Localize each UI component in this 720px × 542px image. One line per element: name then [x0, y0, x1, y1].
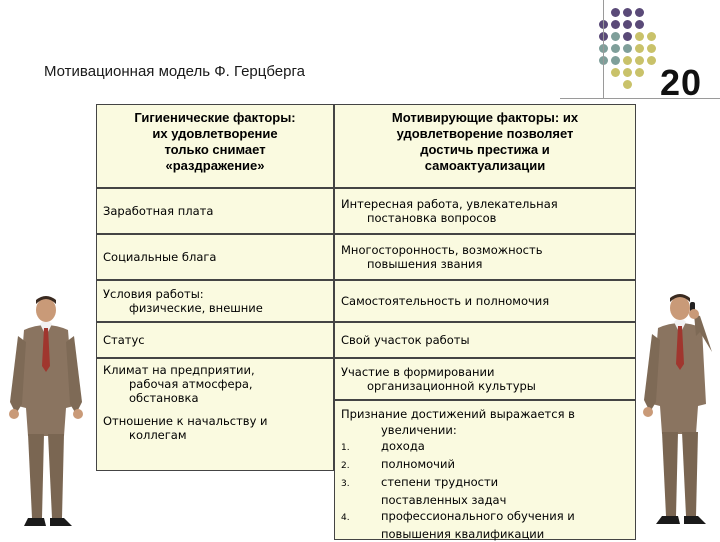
achievement-intro: увеличении:: [381, 423, 457, 437]
motivator-item-text: Интересная работа, увлекательная: [341, 197, 558, 211]
list-text: повышения квалификации: [381, 527, 545, 541]
businessman-phone-figure-icon: [636, 292, 720, 532]
list-number: 1.: [341, 443, 350, 453]
motivators-header-line: самоактуализации: [424, 158, 546, 173]
motivator-item-text: Самостоятельность и полномочия: [341, 294, 550, 308]
businessman-figure-icon: [0, 296, 96, 532]
motivator-item: [334, 322, 636, 358]
motivator-item-text: Участие в формировании: [341, 365, 495, 379]
motivators-header: [334, 104, 636, 188]
hygiene-item-text: Климат на предприятии,: [103, 363, 255, 377]
achievement-intro: Признание достижений выражается в: [341, 407, 575, 421]
motivator-achievement: [334, 400, 636, 540]
hygiene-item-text: физические, внешние: [129, 301, 263, 315]
hygiene-item-text: Условия работы:: [103, 287, 204, 301]
hygiene-item-text: Заработная плата: [103, 204, 214, 218]
list-item: [341, 492, 629, 508]
motivator-item-text: повышения звания: [367, 257, 483, 271]
hygiene-header-line: их удовлетворение: [152, 126, 278, 141]
motivators-header-line: достичь престижа и: [420, 142, 550, 157]
hygiene-item: [96, 188, 334, 234]
hygiene-item-text: коллегам: [129, 428, 187, 442]
list-item: [341, 474, 629, 492]
hygiene-item: [96, 280, 334, 322]
motivator-item-text: постановка вопросов: [367, 211, 497, 225]
list-text: полномочий: [381, 457, 455, 471]
list-number: 3.: [341, 479, 350, 489]
list-number: [341, 492, 381, 508]
hygiene-header-line: Гигиенические факторы:: [134, 110, 296, 125]
hygiene-item-text: Социальные блага: [103, 250, 217, 264]
list-text: дохода: [381, 439, 425, 453]
list-item: [341, 438, 629, 456]
list-text: степени трудности: [381, 475, 499, 489]
hygiene-header: [96, 104, 334, 188]
motivator-item: [334, 280, 636, 322]
hygiene-header-line: «раздражение»: [165, 158, 265, 173]
list-text: поставленных задач: [381, 493, 507, 507]
achievement-list: [341, 438, 629, 542]
slide-number: 20: [660, 62, 703, 103]
hygiene-item-text: Статус: [103, 333, 145, 347]
slide-title: Мотивационная модель Ф. Герцберга: [44, 63, 305, 80]
motivator-item-text: Многосторонность, возможность: [341, 243, 543, 257]
hygiene-item: [96, 234, 334, 280]
list-number: 4.: [341, 513, 350, 523]
hygiene-item-lower: [96, 358, 334, 471]
motivators-header-line: удовлетворение позволяет: [396, 126, 574, 141]
motivator-item: [334, 358, 636, 400]
divider-vertical: [603, 0, 604, 98]
motivator-item: [334, 234, 636, 280]
list-item: [341, 508, 629, 526]
hygiene-item-text: рабочая атмосфера,: [129, 377, 253, 391]
hygiene-header-line: только снимает: [164, 142, 266, 157]
list-number: 2.: [341, 461, 350, 471]
motivator-item: [334, 188, 636, 234]
hygiene-item-text: Отношение к начальству и: [103, 414, 268, 428]
list-text: профессионального обучения и: [381, 509, 575, 523]
hygiene-item: [96, 322, 334, 358]
motivators-header-line: Мотивирующие факторы: их: [391, 110, 579, 125]
hygiene-item-text: обстановка: [129, 391, 199, 405]
motivator-item-text: Свой участок работы: [341, 333, 470, 347]
list-item: [341, 456, 629, 474]
motivator-item-text: организационной культуры: [367, 379, 536, 393]
